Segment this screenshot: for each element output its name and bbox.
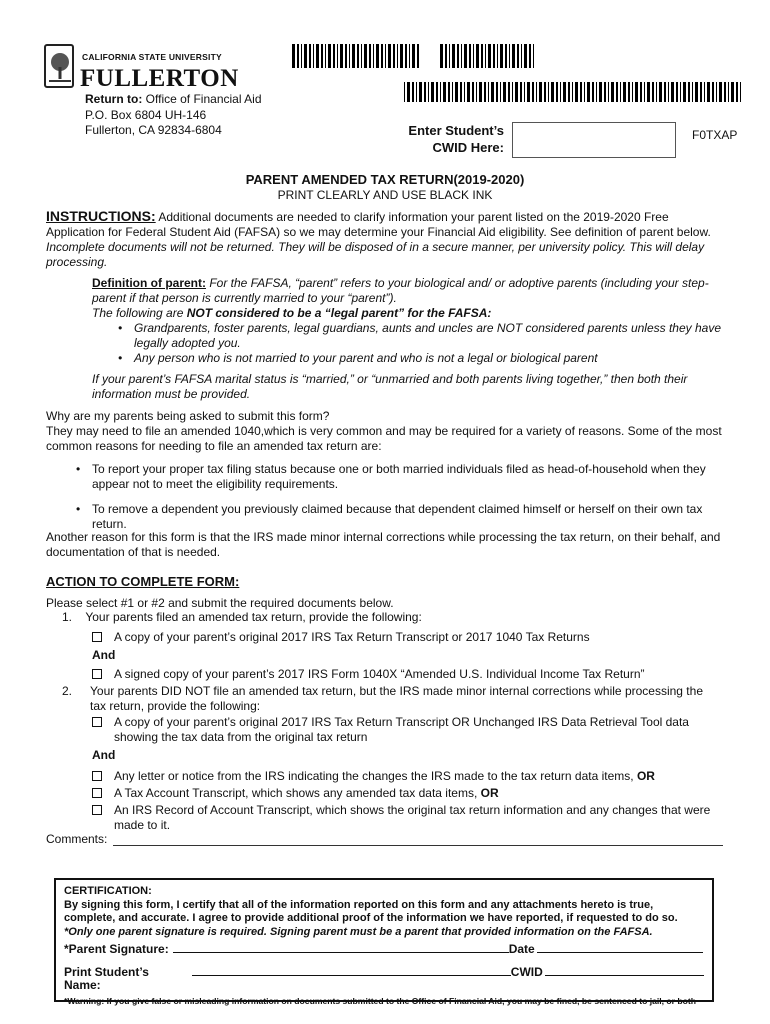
barcode-top-left bbox=[292, 44, 422, 68]
option-2-item-3-label: A Tax Account Transcript, which shows any amended tax data items, bbox=[114, 786, 481, 800]
not-parents-list bbox=[92, 321, 722, 366]
checkbox[interactable] bbox=[92, 771, 102, 781]
option-1-item-2-label: A signed copy of your parent’s 2017 IRS Form 1040X “Amended U.S. Individual Income Tax Return” bbox=[114, 667, 645, 681]
and-label: And bbox=[92, 648, 116, 662]
parent-signature-field[interactable] bbox=[173, 941, 509, 953]
option-2-number: 2. bbox=[62, 684, 73, 698]
checkbox[interactable] bbox=[92, 788, 102, 798]
list-item: • To report your proper tax filing status because one or both married individuals filed as head-of-household when they appear not to meet the eligibility requirements. bbox=[70, 462, 720, 492]
comments-label: Comments: bbox=[46, 832, 108, 846]
university-logo bbox=[44, 44, 239, 92]
cwid-label-line-1: Enter Student’s bbox=[408, 123, 504, 138]
parent-signature-row bbox=[64, 941, 704, 957]
cwid-input-box[interactable] bbox=[512, 122, 676, 158]
address-line-1: P.O. Box 6804 UH-146 bbox=[85, 107, 207, 122]
option-2 bbox=[62, 684, 722, 714]
date-label: Date bbox=[508, 942, 535, 956]
option-2-item-4[interactable] bbox=[92, 803, 732, 833]
comments-field[interactable] bbox=[113, 845, 723, 846]
logo-campus-name: FULLERTON bbox=[80, 65, 239, 92]
option-2-item-3[interactable] bbox=[92, 786, 732, 801]
option-1-item-1[interactable] bbox=[92, 630, 732, 645]
option-1-item-1-label: A copy of your parent’s original 2017 IRS Tax Return Transcript or 2017 1040 Tax Returns bbox=[114, 630, 590, 644]
return-address bbox=[85, 92, 262, 139]
cwid-row-label: CWID bbox=[510, 964, 543, 979]
definition-label: Definition of parent: bbox=[92, 276, 206, 290]
why-answer: They may need to file an amended 1040,which is very common and may be required for a variety of reasons. Some of the most common reasons for needing to file an amended tax return are: bbox=[46, 424, 722, 453]
option-2-item-2-label: Any letter or notice from the IRS indicating the changes the IRS made to the tax return data items, bbox=[114, 769, 637, 783]
cwid-label bbox=[392, 122, 504, 156]
list-item: • To remove a dependent you previously claimed because that dependent claimed himself or herself on their own tax return. bbox=[70, 502, 720, 532]
option-2-item-1-label: A copy of your parent’s original 2017 IRS Tax Return Transcript OR Unchanged IRS Data Retrieval Tool data showing the tax data from the original tax return bbox=[114, 715, 689, 744]
list-item: • Any person who is not married to your parent and who is not a legal or biological parent bbox=[112, 351, 722, 366]
certification-heading: CERTIFICATION: bbox=[64, 885, 152, 897]
barcode-top-right bbox=[440, 44, 538, 68]
checkbox[interactable] bbox=[92, 669, 102, 679]
option-2-text: Your parents DID NOT file an amended tax return, but the IRS made minor internal corrections while processing the tax return, provide the following: bbox=[90, 684, 703, 713]
instructions-text: Additional documents are needed to clarify information your parent listed on the 2019-2020 Free Application for Federal Student Aid (FAFSA) so we may determine your Financial Aid eligibility. See definition of parent below. bbox=[46, 210, 711, 239]
instructions-heading: INSTRUCTIONS: bbox=[46, 208, 156, 224]
marital-note: If your parent’s FAFSA marital status is “married,” or “unmarried and both parents living together,” then both their information must be provided. bbox=[92, 372, 688, 401]
action-heading: ACTION TO COMPLETE FORM: bbox=[46, 574, 240, 589]
parent-signature-label: *Parent Signature: bbox=[64, 942, 169, 956]
logo-university-name: CALIFORNIA STATE UNIVERSITY bbox=[82, 52, 222, 62]
definition-text: For the FAFSA, “parent” refers to your biological and/ or adoptive parents (including your step-parent if that person is currently married to your “parent”). bbox=[92, 276, 709, 305]
checkbox[interactable] bbox=[92, 805, 102, 815]
checkbox[interactable] bbox=[92, 717, 102, 727]
date-field[interactable] bbox=[537, 941, 703, 953]
option-1 bbox=[62, 610, 742, 625]
warning-text: *Warning: If you give false or misleading information on documents submitted to the Office of Financial Aid, you may be fined, be sentenced to jail, or both bbox=[64, 995, 697, 1006]
student-name-field[interactable] bbox=[192, 964, 510, 976]
address-line-2: Fullerton, CA 92834-6804 bbox=[85, 123, 222, 137]
option-2-item-2[interactable] bbox=[92, 769, 732, 784]
or-label: OR bbox=[480, 786, 499, 800]
why-question: Why are my parents being asked to submit this form? bbox=[46, 409, 330, 423]
instructions-warning: Incomplete documents will not be returned. They will be disposed of in a secure manner, per university policy. This will delay processing. bbox=[46, 240, 705, 269]
option-2-item-1[interactable] bbox=[92, 715, 732, 745]
cwid-label-line-2: CWID Here: bbox=[432, 140, 504, 155]
print-student-name-label: Print Student’s Name: bbox=[64, 964, 149, 992]
reasons-list bbox=[70, 462, 720, 532]
parent-definition bbox=[92, 276, 722, 402]
form-code: F0TXAP bbox=[692, 128, 738, 142]
form-subtitle: PRINT CLEARLY AND USE BLACK INK bbox=[277, 188, 493, 202]
return-to-label: Return to: bbox=[85, 92, 143, 106]
list-item: • Grandparents, foster parents, legal guardians, aunts and uncles are NOT considered parents unless they have legally adopted you. bbox=[112, 321, 722, 351]
option-1-text: Your parents filed an amended tax return, provide the following: bbox=[85, 610, 422, 624]
and-label: And bbox=[92, 748, 116, 762]
student-cwid-field[interactable] bbox=[545, 964, 704, 976]
return-to-office: Office of Financial Aid bbox=[145, 92, 262, 106]
certification-requirement: *Only one parent signature is required. Signing parent must be a parent that provided information on the FAFSA. bbox=[64, 925, 653, 938]
action-intro: Please select #1 or #2 and submit the required documents below. bbox=[46, 596, 394, 610]
option-2-item-4-label: An IRS Record of Account Transcript, which shows the original tax return information and any changes that were made to it. bbox=[114, 803, 711, 832]
checkbox[interactable] bbox=[92, 632, 102, 642]
why-section bbox=[46, 409, 726, 454]
option-1-item-2[interactable] bbox=[92, 667, 732, 682]
form-title: PARENT AMENDED TAX RETURN(2019-2020) bbox=[245, 172, 525, 187]
or-label: OR bbox=[636, 769, 655, 783]
student-name-row bbox=[64, 964, 704, 993]
option-1-number: 1. bbox=[62, 610, 73, 624]
barcode-long bbox=[404, 82, 744, 102]
tree-crest-icon bbox=[44, 44, 74, 88]
not-considered-bold: NOT considered to be a “legal parent” for the FAFSA: bbox=[186, 306, 492, 320]
another-reason: Another reason for this form is that the IRS made minor internal corrections while processing the tax return, on their behalf, and documentation of that is needed. bbox=[46, 530, 721, 559]
not-considered-prefix: The following are bbox=[92, 306, 187, 320]
certification-statement: By signing this form, I certify that all of the information reported on this form and any attachments hereto is true, complete, and accurate. I agree to provide additional proof of the information we have reported, if requested to do so. bbox=[64, 898, 678, 924]
instructions-paragraph bbox=[46, 209, 726, 270]
certification-box bbox=[54, 878, 714, 1006]
